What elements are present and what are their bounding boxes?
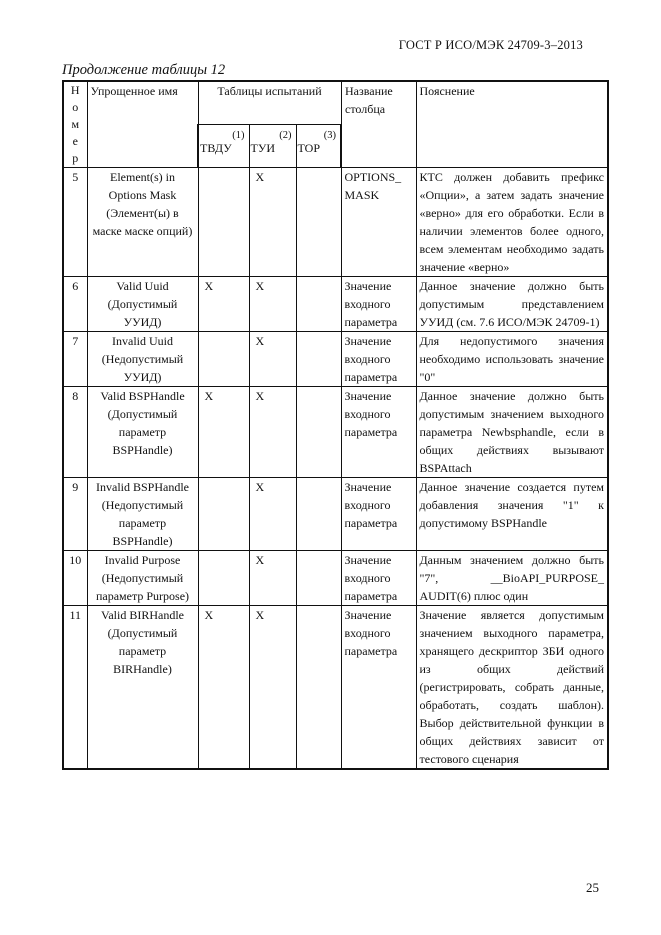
row-simple-name: Invalid Uuid (Недопустимый УУИД) xyxy=(87,332,198,387)
page-number: 25 xyxy=(586,880,599,895)
row-tvdu-mark: X xyxy=(198,387,249,478)
row-tor-mark xyxy=(296,168,341,277)
row-tor-mark xyxy=(296,277,341,332)
row-explanation: Значение является допустимым значением выходного параметра, хранящего дескриптор ЗБИ одного из общих действий (регистрировать, собрать данные, обработать, создать шаблон). Выбор действительной функции в общих действиях зависит от тестового сценария xyxy=(416,606,608,770)
row-number: 6 xyxy=(63,277,87,332)
row-simple-name: Element(s) in Options Mask (Элемент(ы) в маске маске опций) xyxy=(87,168,198,277)
row-explanation: КТС должен добавить префикс «Опции», а затем задать значение «верно» для его обработки. Если в наличии элементов более одного, всем элементам необходимо задать значение «верно» xyxy=(416,168,608,277)
table-row xyxy=(63,606,608,770)
row-explanation: Данное значение должно быть допустимым значением выходного параметра Newbsphandle, если в общих действиях вызывают BSPAttach xyxy=(416,387,608,478)
row-number: 8 xyxy=(63,387,87,478)
row-tor-mark xyxy=(296,551,341,606)
row-column-name: Значение входного параметра xyxy=(341,277,416,332)
row-number: 5 xyxy=(63,168,87,277)
row-tui-mark: X xyxy=(249,332,296,387)
table-row xyxy=(63,551,608,606)
table-row xyxy=(63,168,608,277)
row-tor-mark xyxy=(296,606,341,770)
row-explanation: Для недопустимого значения необходимо использовать значение "0" xyxy=(416,332,608,387)
row-tor-mark xyxy=(296,387,341,478)
header-test-tables: Таблицы испытаний xyxy=(198,81,341,125)
row-simple-name: Valid BIRHandle (Допустимый параметр BIRHandle) xyxy=(87,606,198,770)
row-tvdu-mark: X xyxy=(198,606,249,770)
row-number: 9 xyxy=(63,478,87,551)
row-column-name: Значение входного параметра xyxy=(341,478,416,551)
row-tui-mark: X xyxy=(249,277,296,332)
row-simple-name: Invalid BSPHandle (Недопустимый параметр BSPHandle) xyxy=(87,478,198,551)
document-standard-header: ГОСТ Р ИСО/МЭК 24709-3–2013 xyxy=(398,38,583,52)
header-column-name: Название столбца xyxy=(341,81,416,168)
row-tvdu-mark xyxy=(198,332,249,387)
table-continuation-caption: Продолжение таблицы 12 xyxy=(62,62,226,78)
row-number: 11 xyxy=(63,606,87,770)
row-tui-mark: X xyxy=(249,478,296,551)
header-number: Н о м е р xyxy=(63,81,87,168)
test-parameters-table xyxy=(62,80,609,770)
row-tvdu-mark xyxy=(198,478,249,551)
row-tvdu-mark xyxy=(198,168,249,277)
table-row xyxy=(63,387,608,478)
header-tui: ТУИ (2) xyxy=(249,125,296,168)
row-tui-mark: X xyxy=(249,387,296,478)
row-explanation: Данное значение должно быть допустимым представлением УУИД (см. 7.6 ИСО/МЭК 24709-1) xyxy=(416,277,608,332)
row-tor-mark xyxy=(296,332,341,387)
row-column-name: Значение входного параметра xyxy=(341,606,416,770)
header-tvdu: ТВДУ (1) xyxy=(198,125,249,168)
table-row xyxy=(63,332,608,387)
row-tor-mark xyxy=(296,478,341,551)
row-number: 10 xyxy=(63,551,87,606)
row-explanation: Данное значение создается путем добавления значения "1" к допустимому BSPHandle xyxy=(416,478,608,551)
row-tvdu-mark xyxy=(198,551,249,606)
row-simple-name: Valid BSPHandle (Допустимый параметр BSPHandle) xyxy=(87,387,198,478)
row-tui-mark: X xyxy=(249,606,296,770)
header-simple-name: Упрощенное имя xyxy=(87,81,198,168)
header-tor: ТОР (3) xyxy=(296,125,341,168)
row-column-name: Значение входного параметра xyxy=(341,332,416,387)
row-simple-name: Valid Uuid (Допустимый УУИД) xyxy=(87,277,198,332)
row-tvdu-mark: X xyxy=(198,277,249,332)
header-explanation: Пояснение xyxy=(416,81,608,168)
row-tui-mark: X xyxy=(249,551,296,606)
row-column-name: Значение входного параметра xyxy=(341,387,416,478)
row-simple-name: Invalid Purpose (Недопустимый параметр Purpose) xyxy=(87,551,198,606)
row-column-name: Значение входного параметра xyxy=(341,551,416,606)
table-row xyxy=(63,277,608,332)
row-tui-mark: X xyxy=(249,168,296,277)
row-explanation: Данным значением должно быть "7", __BioAPI_PURPOSE_ AUDIT(6) плюс один xyxy=(416,551,608,606)
table-row xyxy=(63,478,608,551)
row-column-name: OPTIONS_ MASK xyxy=(341,168,416,277)
row-number: 7 xyxy=(63,332,87,387)
